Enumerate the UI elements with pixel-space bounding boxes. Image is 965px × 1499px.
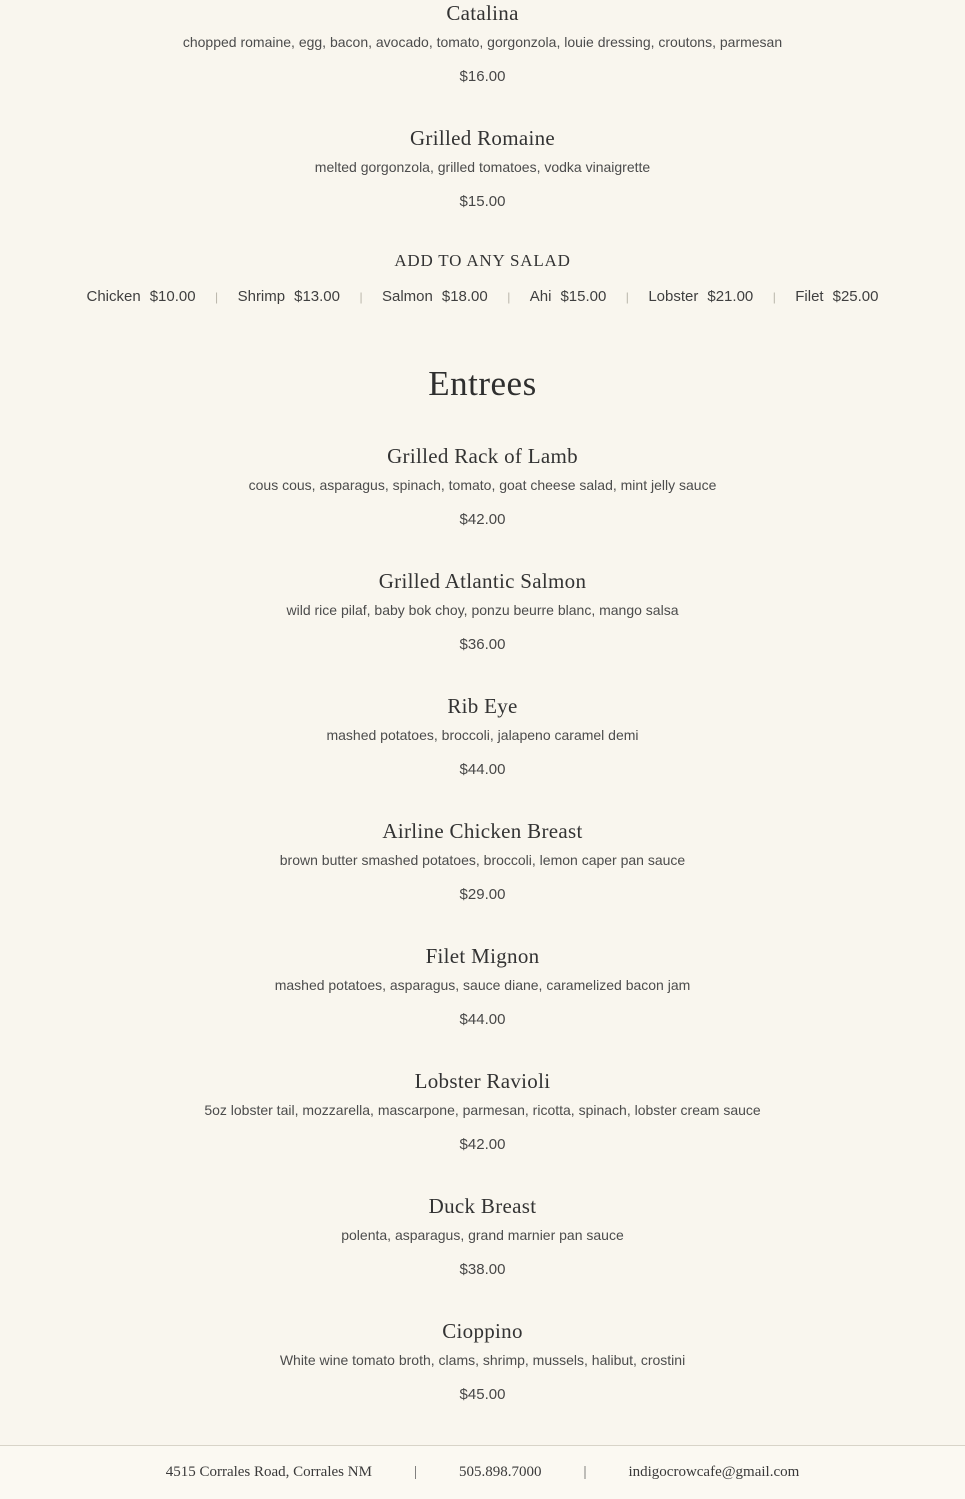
menu-item-name: Lobster Ravioli <box>414 1069 551 1093</box>
menu-item-price: $36.00 <box>459 636 506 653</box>
menu-item-name: Grilled Rack of Lamb <box>387 444 578 468</box>
entrees-heading: Entrees <box>428 364 537 403</box>
addon-price: $10.00 <box>149 288 196 305</box>
salad-addon <box>648 288 753 305</box>
menu-item <box>0 818 965 904</box>
menu-item-price: $15.00 <box>459 193 506 210</box>
menu-item-name: Grilled Romaine <box>409 126 556 150</box>
menu-item <box>0 443 965 529</box>
menu-item-name: Grilled Atlantic Salmon <box>378 569 587 593</box>
menu-item-price: $44.00 <box>459 1011 506 1028</box>
add-to-any-salad-heading: ADD TO ANY SALAD <box>394 251 571 270</box>
separator: | <box>413 1464 417 1480</box>
menu-item-description: 5oz lobster tail, mozzarella, mascarpone, parmesan, ricotta, spinach, lobster cream sauce <box>204 1102 761 1118</box>
addon-price: $13.00 <box>294 288 340 305</box>
addon-price: $18.00 <box>441 288 488 305</box>
separator: | <box>215 289 219 304</box>
salads-section <box>0 0 965 305</box>
addon-label: Lobster <box>648 288 699 305</box>
menu-item-name: Filet Mignon <box>425 944 540 968</box>
addon-price: $21.00 <box>707 288 754 305</box>
menu-item-description: chopped romaine, egg, bacon, avocado, tomato, gorgonzola, louie dressing, croutons, parmesan <box>182 34 783 50</box>
footer-address: 4515 Corrales Road, Corrales NM <box>165 1464 372 1480</box>
addon-price: $15.00 <box>560 288 607 305</box>
addon-label: Filet <box>795 288 824 305</box>
menu-item-price: $45.00 <box>459 1386 506 1403</box>
addon-label: Shrimp <box>237 288 286 305</box>
menu-item-name: Cioppino <box>442 1319 523 1343</box>
menu-item <box>0 125 965 211</box>
menu-item <box>0 0 965 86</box>
menu-item-price: $38.00 <box>459 1261 506 1278</box>
addon-label: Chicken <box>86 288 141 305</box>
menu-item-name: Rib Eye <box>447 694 518 718</box>
menu-item <box>0 1318 965 1404</box>
menu-item-description: melted gorgonzola, grilled tomatoes, vodka vinaigrette <box>314 159 651 175</box>
menu-item-price: $42.00 <box>459 1136 506 1153</box>
salad-addon <box>238 288 340 305</box>
salad-addon <box>382 288 488 305</box>
menu-item-price: $44.00 <box>459 761 506 778</box>
menu-item-description: White wine tomato broth, clams, shrimp, mussels, halibut, crostini <box>279 1352 686 1368</box>
footer <box>0 1445 965 1499</box>
separator: | <box>507 289 511 304</box>
salad-items <box>0 0 965 211</box>
entree-items <box>0 443 965 1404</box>
separator: | <box>772 289 776 304</box>
menu-item <box>0 568 965 654</box>
separator: | <box>359 289 363 304</box>
menu-item-description: brown butter smashed potatoes, broccoli, lemon caper pan sauce <box>279 852 686 868</box>
menu-item-description: mashed potatoes, asparagus, sauce diane, caramelized bacon jam <box>274 977 691 993</box>
menu-item <box>0 693 965 779</box>
menu-item-name: Airline Chicken Breast <box>382 819 583 843</box>
footer-phone: 505.898.7000 <box>458 1464 542 1480</box>
addon-price: $25.00 <box>832 288 879 305</box>
menu-item <box>0 1193 965 1279</box>
menu-item <box>0 1068 965 1154</box>
salad-addon <box>530 288 607 305</box>
separator: | <box>583 1464 587 1480</box>
addon-label: Salmon <box>382 288 433 305</box>
menu-item-description: cous cous, asparagus, spinach, tomato, goat cheese salad, mint jelly sauce <box>248 477 717 493</box>
menu-item-description: polenta, asparagus, grand marnier pan sauce <box>341 1227 624 1243</box>
footer-email: indigocrowcafe@gmail.com <box>628 1464 800 1480</box>
salad-addon <box>795 288 878 305</box>
salad-addons-row <box>87 288 879 305</box>
separator: | <box>625 289 629 304</box>
menu-item-description: wild rice pilaf, baby bok choy, ponzu beurre blanc, mango salsa <box>286 602 679 618</box>
menu-item-price: $16.00 <box>459 68 506 85</box>
menu-item-price: $29.00 <box>459 886 506 903</box>
menu-item-name: Catalina <box>446 1 519 25</box>
menu-item-price: $42.00 <box>459 511 506 528</box>
salad-addon <box>87 288 196 305</box>
menu-item <box>0 943 965 1029</box>
menu-item-description: mashed potatoes, broccoli, jalapeno caramel demi <box>326 727 639 743</box>
entrees-section <box>0 361 965 1404</box>
addon-label: Ahi <box>529 288 552 305</box>
menu-item-name: Duck Breast <box>428 1194 537 1218</box>
